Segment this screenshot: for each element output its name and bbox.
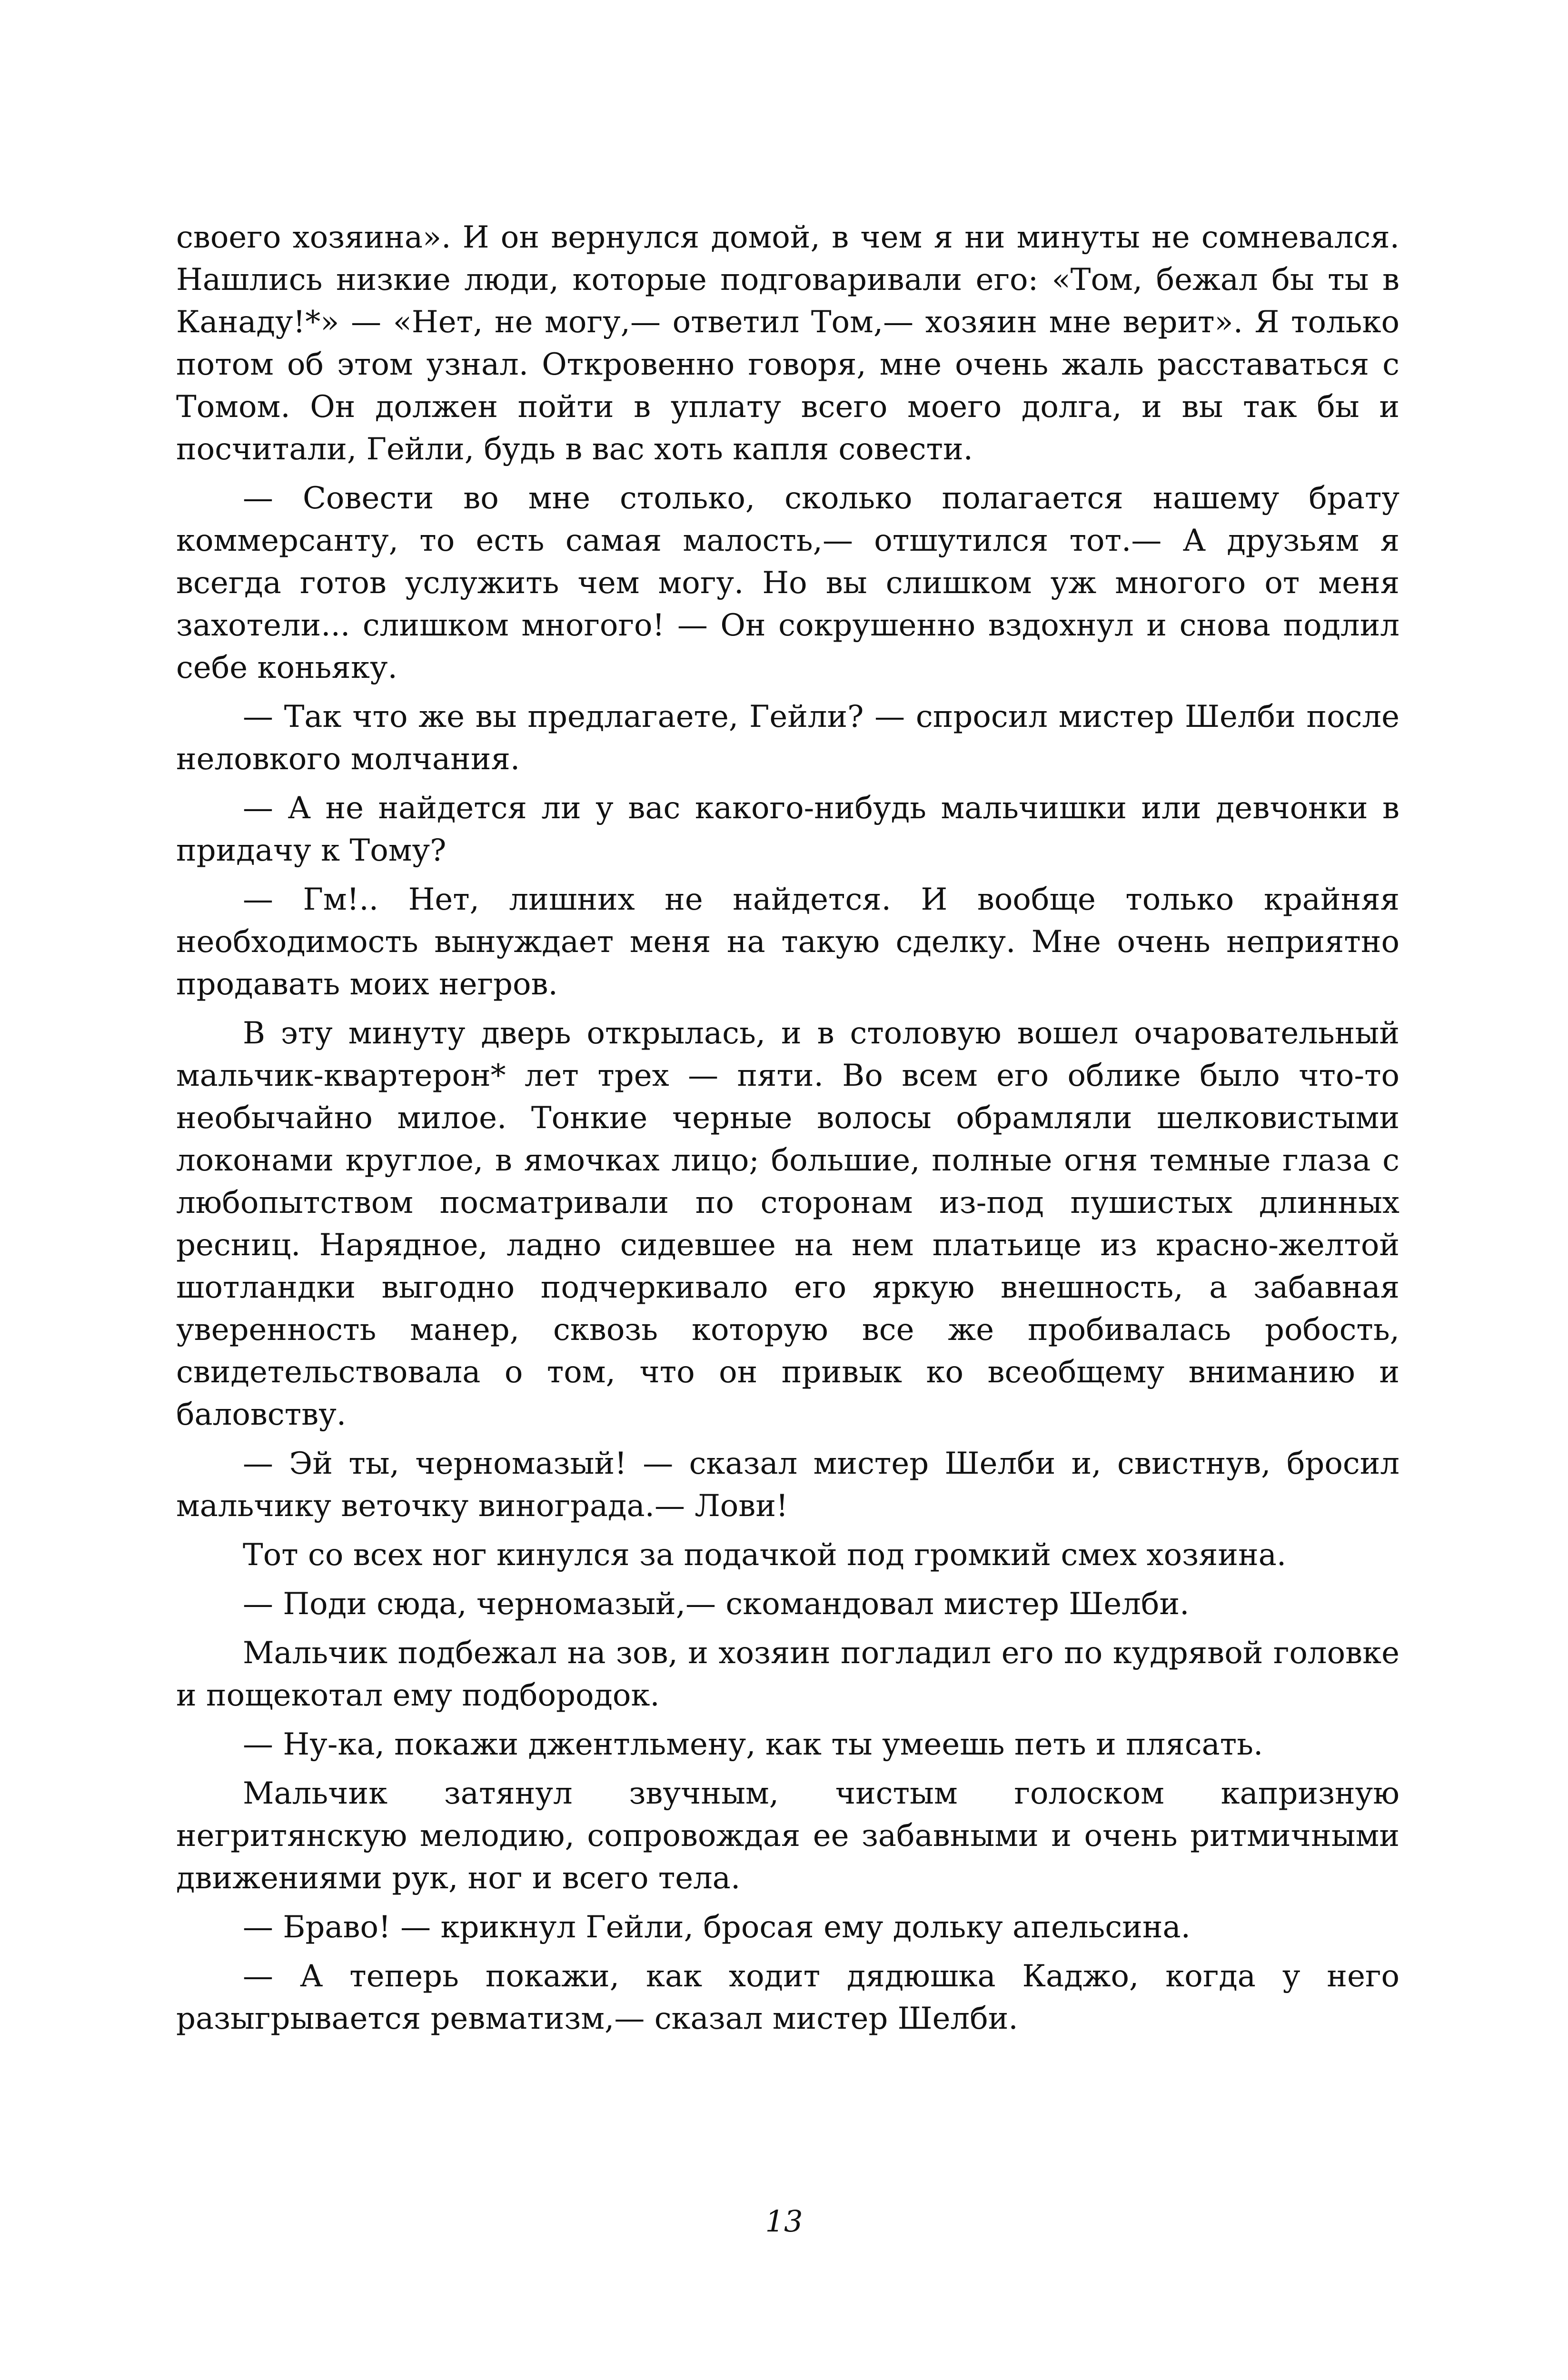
paragraph-12: Мальчик затянул звучным, чистым голоском капризную негритянскую мелодию, сопровождая ее забавными и очень ритмичными движениями рук, ног и всего тела.	[176, 1776, 1399, 1896]
paragraph-13: — Браво! — крикнул Гейли, бросая ему дольку апельсина.	[243, 1910, 1191, 1945]
page-body	[176, 217, 1399, 2040]
paragraph-4: — А не найдется ли у вас какого-нибудь мальчишки или девчонки в придачу к Тому?	[176, 791, 1399, 868]
paragraph-8: Тот со всех ног кинулся за подачкой под громкий смех хозяина.	[243, 1537, 1287, 1573]
paragraph-6: В эту минуту дверь открылась, и в столовую вошел очаровательный мальчик-квартерон* лет трех — пяти. Во всем его облике было что-то необычайно милое. Тонкие черные волосы обрамляли шелковистыми локонами круглое, в ямочках лицо; большие, полные огня темные глаза с любопытством посматривали по сторонам из-под пушистых длинных ресниц. Нарядное, ладно сидевшее на нем платьице из красно-желтой шотландки выгодно подчеркивало его яркую внешность, а забавная уверенность манер, сквозь которую все же пробивалась робость, свидетельствовала о том, что он привык ко всеобщему вниманию и баловству.	[176, 1016, 1399, 1432]
paragraph-10: Мальчик подбежал на зов, и хозяин погладил его по кудрявой головке и пощекотал ему подбородок.	[176, 1636, 1399, 1713]
paragraph-2: — Совести во мне столько, сколько полагается нашему брату коммерсанту, то есть самая малость,— отшутился тот.— А друзьям я всегда готов услужить чем могу. Но вы слишком уж многого от меня захотели... слишком многого! — Он сокрушенно вздохнул и снова подлил себе коньяку.	[176, 481, 1399, 685]
paragraph-14: — А теперь покажи, как ходит дядюшка Каджо, когда у него разыгрывается ревматизм,— сказал мистер Шелби.	[176, 1959, 1399, 2036]
paragraph-11: — Ну-ка, покажи джентльмену, как ты умеешь петь и плясать.	[243, 1727, 1263, 1762]
paragraph-1: своего хозяина». И он вернулся домой, в чем я ни минуты не сомневался. Нашлись низкие люди, которые подговаривали его: «Том, бежал бы ты в Канаду!*» — «Нет, не могу,— ответил Том,— хозяин мне верит». Я только потом об этом узнал. Откровенно говоря, мне очень жаль расставаться с Томом. Он должен пойти в уплату всего моего долга, и вы так бы и посчитали, Гейли, будь в вас хоть капля совести.	[176, 220, 1399, 467]
paragraph-7: — Эй ты, черномазый! — сказал мистер Шелби и, свистнув, бросил мальчику веточку винограда.— Лови!	[176, 1446, 1399, 1524]
paragraph-3: — Так что же вы предлагаете, Гейли? — спросил мистер Шелби после неловкого молчания.	[176, 699, 1399, 777]
paragraph-9: — Поди сюда, черномазый,— скомандовал мистер Шелби.	[243, 1587, 1190, 1622]
paragraph-5: — Гм!.. Нет, лишних не найдется. И вообще только крайняя необходимость вынуждает меня на такую сделку. Мне очень неприятно продавать моих негров.	[176, 882, 1399, 1002]
page-number: 13	[765, 2204, 803, 2239]
